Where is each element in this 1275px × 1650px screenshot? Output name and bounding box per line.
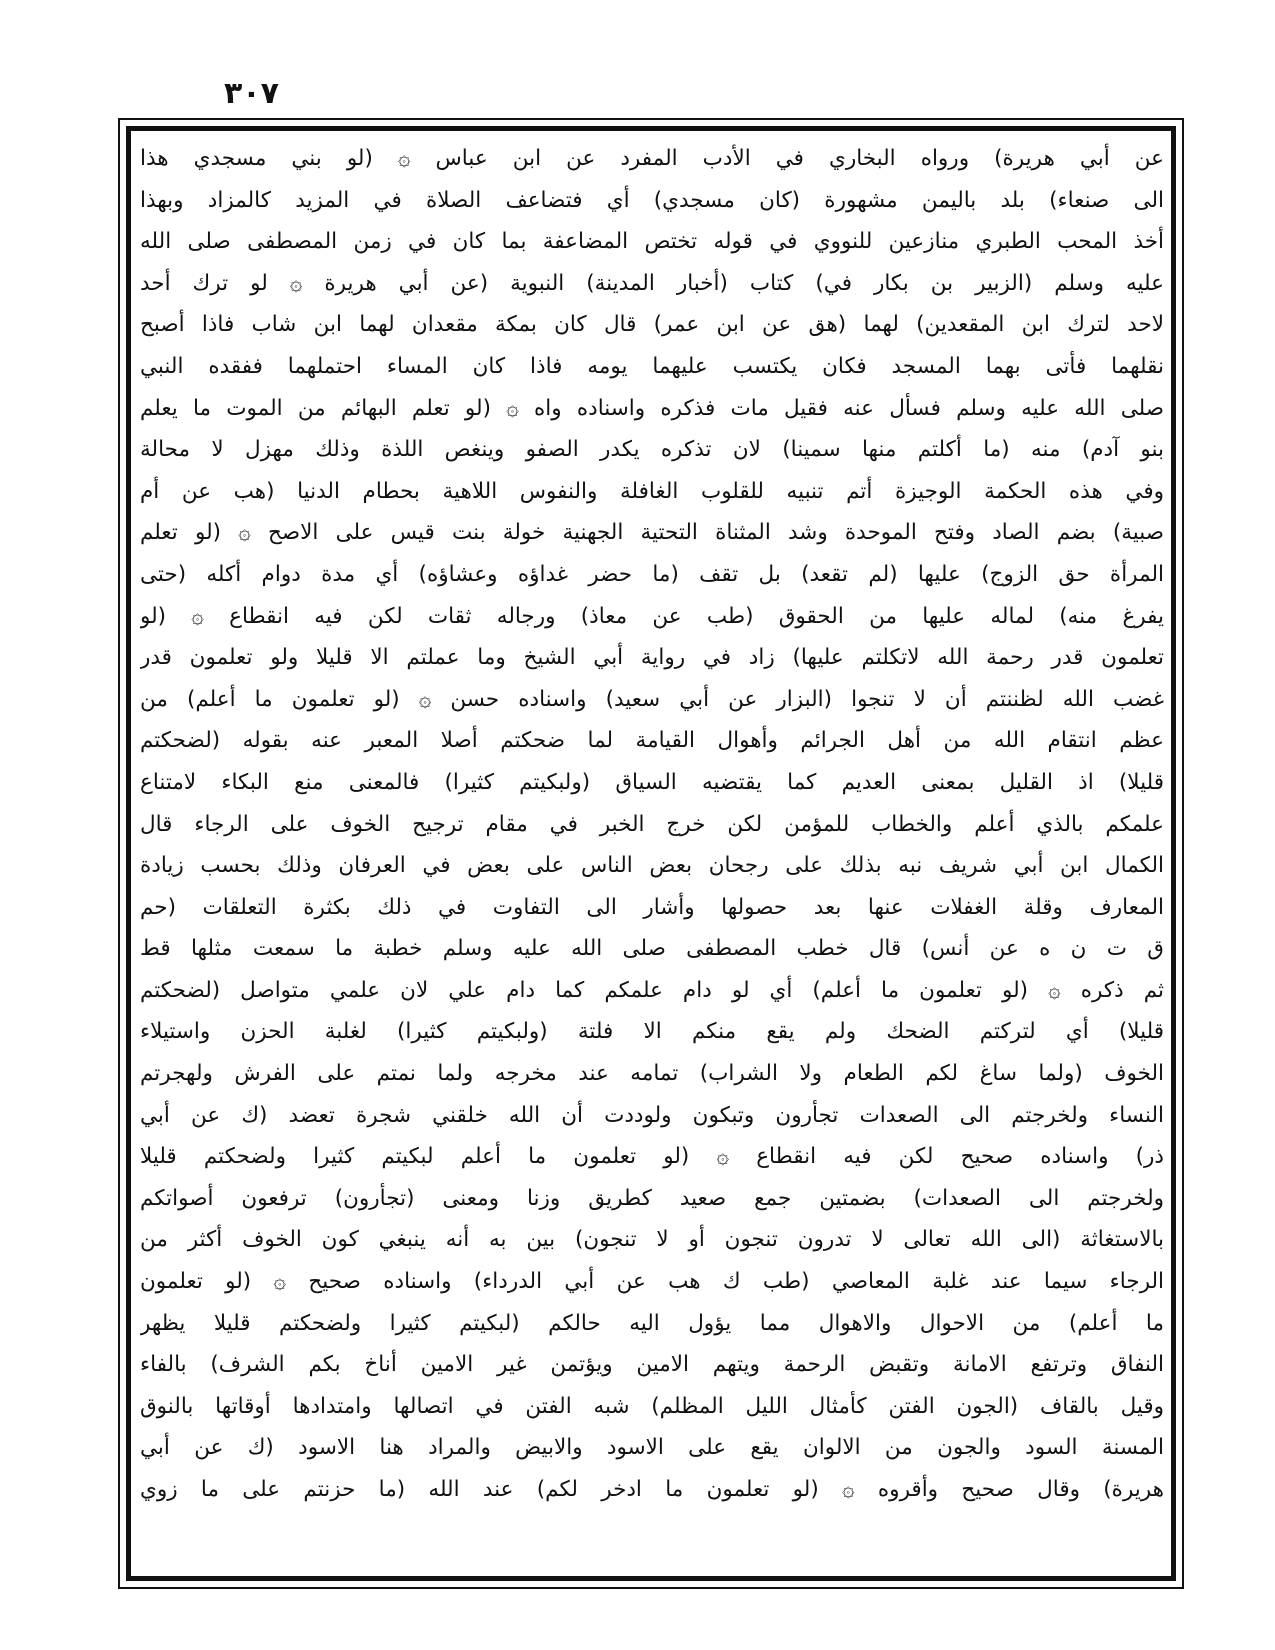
text-line: عظم انتقام الله من أهل الجرائم وأهوال القيامة لما ضحكتم أصلا المعبر عنه بقوله (لضحكتم: [140, 728, 1164, 754]
text-line: قليلا) اذ القليل بمعنى العديم كما يقتضيه السياق (ولبكيتم كثيرا) فالمعنى منع البكاء لامتناع: [140, 769, 1164, 795]
text-line: الى صنعاء) بلد باليمن مشهورة (كان مسجدي) أي فتضاعف الصلاة في المزيد كالمزاد وبهذا: [140, 187, 1164, 213]
text-line: صلى الله عليه وسلم فسأل عنه فقيل مات فذكره واسناده واه ۞ (لو تعلم البهائم من الموت ما يعلم: [140, 395, 1164, 421]
text-line: لاحد لترك ابن المقعدين) لهما (هق عن ابن عمر) قال كان بمكة مقعدان لهما ابن شاب فاذا أصبح: [140, 312, 1164, 338]
text-line: بالاستغاثة (الى الله تعالى لا تدرون تنجون أو لا تنجون) بين به أنه ينبغي كون الخوف أكثر من: [140, 1227, 1164, 1253]
text-line: المرأة حق الزوج) عليها (لم تقعد) بل تقف (ما حضر غداؤه وعشاؤه) أي مدة دوام أكله (حتى: [140, 561, 1164, 587]
text-line: غضب الله لظننتم أن لا تنجوا (البزار عن أبي سعيد) واسناده حسن ۞ (لو تعلمون ما أعلم) من: [140, 686, 1164, 712]
text-line: الخوف (ولما ساغ لكم الطعام ولا الشراب) تمامه عند مخرجه ولما نمتم على الفرش ولهجرتم: [140, 1061, 1164, 1087]
text-line: بنو آدم) منه (ما أكلتم منها سمينا) لان تذكره يكدر الصفو وينغص اللذة وذلك مهزل لا محالة: [140, 437, 1164, 463]
text-line: النفاق وترتفع الامانة وتقبض الرحمة ويتهم الامين ويؤتمن غير الامين أناخ بكم الشرف) بالفاء: [140, 1352, 1164, 1378]
text-line: عليه وسلم (الزبير بن بكار في) كتاب (أخبار المدينة) النبوية (عن أبي هريرة ۞ لو ترك أحد: [140, 270, 1164, 296]
text-line: ولخرجتم الى الصعدات) بضمتين جمع صعيد كطريق وزنا ومعنى (تجأرون) ترفعون أصواتكم: [140, 1185, 1164, 1211]
text-line: تعلمون قدر رحمة الله لاتكلتم عليها) زاد في رواية أبي الشيخ وما عملتم الا قليلا ولو تعلمون قدر: [140, 645, 1164, 671]
text-line: علمكم بالذي أعلم والخطاب للمؤمن لكن خرج الخبر في مقام ترجيح الخوف على الرجاء قال: [140, 811, 1164, 837]
text-line: أخذ المحب الطبري منازعين للنووي في قوله تختص المضاعفة بما كان في زمن المصطفى صلى الله: [140, 229, 1164, 255]
text-line: ذر) واسناده صحيح لكن فيه انقطاع ۞ (لو تعلمون ما أعلم لبكيتم كثيرا ولضحكتم قليلا: [140, 1144, 1164, 1170]
text-line: الرجاء سيما عند غلبة المعاصي (طب ك هب عن أبي الدرداء) واسناده صحيح ۞ (لو تعلمون: [140, 1269, 1164, 1295]
text-line: ق ت ن ه عن أنس) قال خطب المصطفى صلى الله عليه وسلم خطبة ما سمعت مثلها قط: [140, 936, 1164, 962]
text-line: عن أبي هريرة) ورواه البخاري في الأدب المفرد عن ابن عباس ۞ (لو بني مسجدي هذا: [140, 146, 1164, 171]
text-line: المعارف وقلة الغفلات عنها بعد حصولها وأشار الى التفاوت في ذلك بكثرة التعلقات (حم: [140, 894, 1164, 920]
text-line: وفي هذه الحكمة الوجيزة أتم تنبيه للقلوب الغافلة والنفوس اللاهية بحطام الدنيا (هب عن أم: [140, 478, 1164, 504]
text-line: ثم ذكره ۞ (لو تعلمون ما أعلم) أي لو دام علمكم كما دام علي لان علمي متواصل (لضحكتم: [140, 977, 1164, 1003]
text-line: قليلا) أي لتركتم الضحك ولم يقع منكم الا فلتة (ولبكيتم كثيرا) لغلبة الحزن واستيلاء: [140, 1019, 1164, 1045]
arabic-text-body: [140, 138, 1164, 1578]
text-line: المسنة السود والجون من الالوان يقع على الاسود والابيض والمراد هنا الاسود (ك عن أبي: [140, 1435, 1164, 1461]
text-line: صبية) بضم الصاد وفتح الموحدة وشد المثناة التحتية الجهنية خولة بنت قيس على الاصح ۞ (لو تعلم: [140, 520, 1164, 546]
text-line: ما أعلم) من الاحوال والاهوال مما يؤول اليه حالكم (لبكيتم كثيرا ولضحكتم قليلا يظهر: [140, 1310, 1164, 1336]
text-line: نقلهما فأتى بهما المسجد فكان يكتسب عليهما يومه فاذا كان المساء احتملهما ففقده النبي: [140, 353, 1164, 379]
page-number: ٣٠٧: [224, 76, 279, 111]
text-line: النساء ولخرجتم الى الصعدات تجأرون وتبكون ولوددت أن الله خلقني شجرة تعضد (ك عن أبي: [140, 1102, 1164, 1128]
text-line: وقيل بالقاف (الجون الفتن كأمثال الليل المظلم) شبه الفتن في اتصالها وامتدادها أوقاتها بالنوق: [140, 1393, 1164, 1419]
text-line: يفرغ منه) لماله عليها من الحقوق (طب عن معاذ) ورجاله ثقات لكن فيه انقطاع ۞ (لو: [140, 603, 1164, 629]
text-line: الكمال ابن أبي شريف نبه بذلك على رجحان بعض الناس على بعض في العرفان وذلك بحسب زيادة: [140, 853, 1164, 879]
text-line: هريرة) وقال صحيح وأقروه ۞ (لو تعلمون ما ادخر لكم) عند الله (ما حزنتم على ما زوي: [140, 1477, 1164, 1502]
